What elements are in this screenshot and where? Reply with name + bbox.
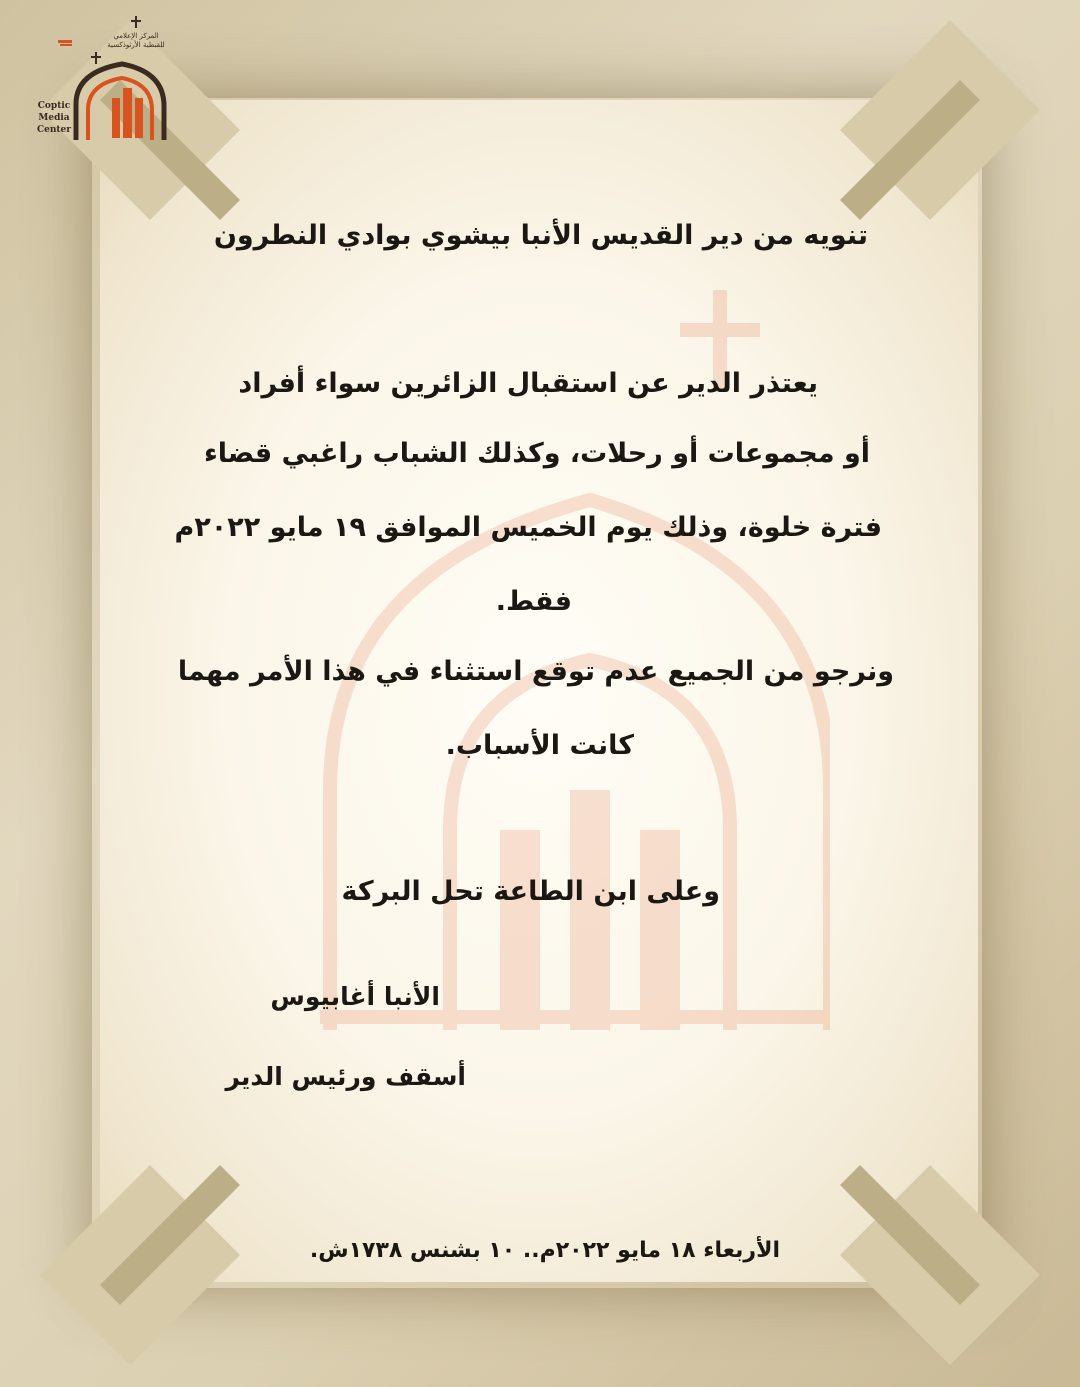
logo-english-2: Media <box>38 113 70 123</box>
logo-arabic-1: المركز الإعلامي <box>113 32 159 40</box>
notice-date: الأربعاء ١٨ مايو ٢٠٢٢م.. ١٠ بشنس ١٧٣٨ش. <box>309 1238 780 1263</box>
body-line-4: فقط. <box>495 586 572 617</box>
logo-arabic-2: للقبطية الأرثوذكسية <box>107 41 165 49</box>
corner-bottom-left <box>40 1165 240 1365</box>
body-line-2: أو مجموعات أو رحلات، وكذلك الشباب راغبي قضاء <box>203 438 870 469</box>
body-line-1: يعتذر الدير عن استقبال الزائرين سواء أفراد <box>238 368 818 399</box>
corner-bottom-right <box>840 1165 1040 1365</box>
body-line-6: كانت الأسباب. <box>445 730 634 761</box>
notice-paper <box>100 100 978 1282</box>
signature-title: أسقف ورئيس الدير <box>225 1062 466 1091</box>
body-line-3: فترة خلوة، وذلك يوم الخميس الموافق ١٩ مايو ٢٠٢٢م <box>174 512 882 543</box>
blessing-line: وعلى ابن الطاعة تحل البركة <box>341 876 720 907</box>
logo-english-3: Center <box>36 125 72 135</box>
corner-top-right <box>840 20 1040 220</box>
logo-english-1: Coptic <box>37 101 71 111</box>
signature-name: الأنبا أغابيوس <box>270 982 440 1011</box>
notice-title: تنويه من دير القديس الأنبا بيشوي بوادي النطرون <box>213 220 868 251</box>
body-line-5: ونرجو من الجميع عدم توقع استثناء في هذا الأمر مهما <box>177 656 894 687</box>
coptic-media-center-logo <box>36 14 172 144</box>
